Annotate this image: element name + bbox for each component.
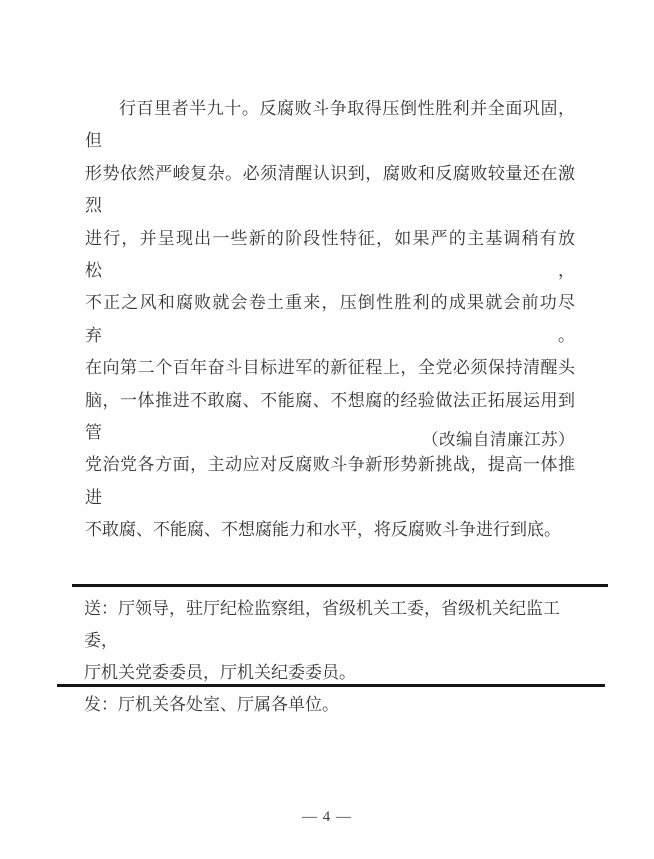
body-text-line: 党治党各方面，主动应对反腐败斗争新形势新挑战，提高一体推进: [85, 455, 575, 507]
body-text-line: 不正之风和腐败就会卷土重来，压倒性胜利的成果就会前功尽弃。: [85, 293, 575, 345]
body-text-line: 形势依然严峻复杂。必须清醒认识到，腐败和反腐败较量还在激烈: [85, 163, 575, 216]
body-text-line: 进行，并呈现出一些新的阶段性特征，如果严的主基调稍有放松，: [85, 228, 575, 281]
body-text-line: 在向第二个百年奋斗目标进军的新征程上，全党必须保持清醒头: [85, 358, 575, 378]
distribution-send-line: 送：厅领导，驻厅纪检监察组，省级机关工委，省级机关纪监工委，: [84, 599, 560, 650]
separator-rule-bottom: [57, 684, 605, 687]
body-paragraph: [85, 93, 575, 547]
distribution-send-line-continued: 厅机关党委委员，厅机关纪委委员。: [84, 663, 356, 682]
separator-rule-top: [72, 584, 608, 587]
page-number: — 4 —: [302, 809, 352, 825]
body-text-line: 行百里者半九十。反腐败斗争取得压倒性胜利并全面巩固，但: [85, 99, 575, 151]
body-text-line: 脑，一体推进不敢腐、不能腐、不想腐的经验做法正拓展运用到管: [85, 390, 575, 443]
body-text-line: 不敢腐、不能腐、不想腐能力和水平，将反腐败斗争进行到底。: [85, 520, 561, 540]
attribution-source: （改编自清廉江苏）: [422, 430, 575, 449]
distribution-block: [84, 593, 589, 721]
distribution-issue-line: 发：厅机关各处室、厅属各单位。: [84, 695, 339, 714]
